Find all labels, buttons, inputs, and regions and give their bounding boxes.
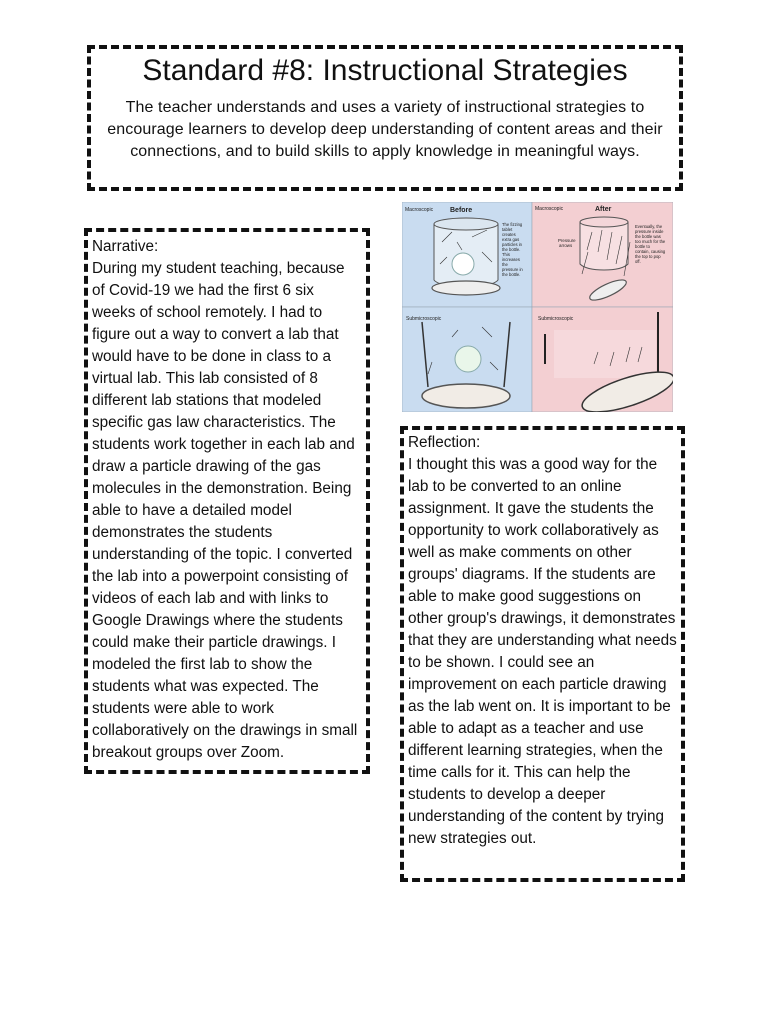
macroscopic-label-after: Macroscopic xyxy=(535,206,564,212)
reflection-text: I thought this was a good way for the lab to be converted to an online assignment. It gave the students the opportunity to work collaboratively as well as make comments on other groups' diagrams. If the students are able to make good suggestions on other group's drawings, it demonstrates that they are understanding what needs to be shown. I could see an improvement on each particle drawing as the lab went on. It is important to be able to adapt as a teacher and use different learning strategies, when the time calls for it. This can help the students to develop a deeper understanding of the content by trying new strategies out. xyxy=(408,456,677,847)
svg-text:the top to pop: the top to pop xyxy=(635,254,661,259)
svg-text:Pressure: Pressure xyxy=(558,238,576,243)
before-heading: Before xyxy=(450,207,473,214)
svg-text:off.: off. xyxy=(635,259,641,264)
submicroscopic-label-before: Submicroscopic xyxy=(406,316,442,322)
svg-text:bottle to: bottle to xyxy=(635,244,650,249)
svg-text:creates: creates xyxy=(502,232,516,237)
svg-text:pressure in: pressure in xyxy=(502,267,523,272)
svg-text:the bottle.: the bottle. xyxy=(502,247,521,252)
particle-diagram xyxy=(402,202,673,412)
reflection-box xyxy=(400,426,685,882)
after-heading: After xyxy=(595,206,612,213)
svg-text:Eventually, the: Eventually, the xyxy=(635,224,663,229)
standard-header-box xyxy=(87,45,683,191)
before-bottle-illustration xyxy=(432,218,500,295)
svg-text:tablet: tablet xyxy=(502,227,513,232)
svg-text:The fizzing: The fizzing xyxy=(502,222,523,227)
svg-text:the bottle.: the bottle. xyxy=(502,272,521,277)
svg-text:This: This xyxy=(502,252,510,257)
submicroscopic-label-after: Submicroscopic xyxy=(538,316,574,322)
svg-text:the bottle was: the bottle was xyxy=(635,234,661,239)
narrative-label: Narrative: xyxy=(92,238,159,255)
reflection-label: Reflection: xyxy=(408,434,481,451)
narrative-text: During my student teaching, because of Covid-19 we had the first 6 six weeks of school remotely. I had to figure out a way to convert a lab that would have to be done in class to a virtual lab. This lab consisted of 8 different lab stations that modeled specific gas law characteristics. The students work together in each lab and draw a particle drawing of the gas molecules in the demonstration. Being able to have a detailed model demonstrates the students understanding of the topic. I converted the lab into a powerpoint consisting of videos of each lab and with links to Google Drawings where the students could make their particle drawings. I modeled the first lab to show the students what was expected. The students were able to work collaboratively on the drawings in small breakout groups over Zoom. xyxy=(92,260,358,761)
standard-description: The teacher understands and uses a variety of instructional strategies to encourage learners to develop deep understanding of content areas and their connections, and to build skills to apply knowledge in meaningful ways. xyxy=(107,99,663,160)
page-title: Standard #8: Instructional Strategies xyxy=(142,54,628,87)
svg-text:increases: increases xyxy=(502,257,520,262)
narrative-box xyxy=(84,228,370,774)
macroscopic-label-before: Macroscopic xyxy=(405,207,434,213)
svg-text:too much for the: too much for the xyxy=(635,239,666,244)
svg-text:the: the xyxy=(502,262,508,267)
svg-text:contain, causing: contain, causing xyxy=(635,249,666,254)
svg-text:particles in: particles in xyxy=(502,242,523,247)
svg-text:arrows: arrows xyxy=(559,243,573,248)
svg-text:extra gas: extra gas xyxy=(502,237,520,242)
svg-text:pressure inside: pressure inside xyxy=(635,229,664,234)
